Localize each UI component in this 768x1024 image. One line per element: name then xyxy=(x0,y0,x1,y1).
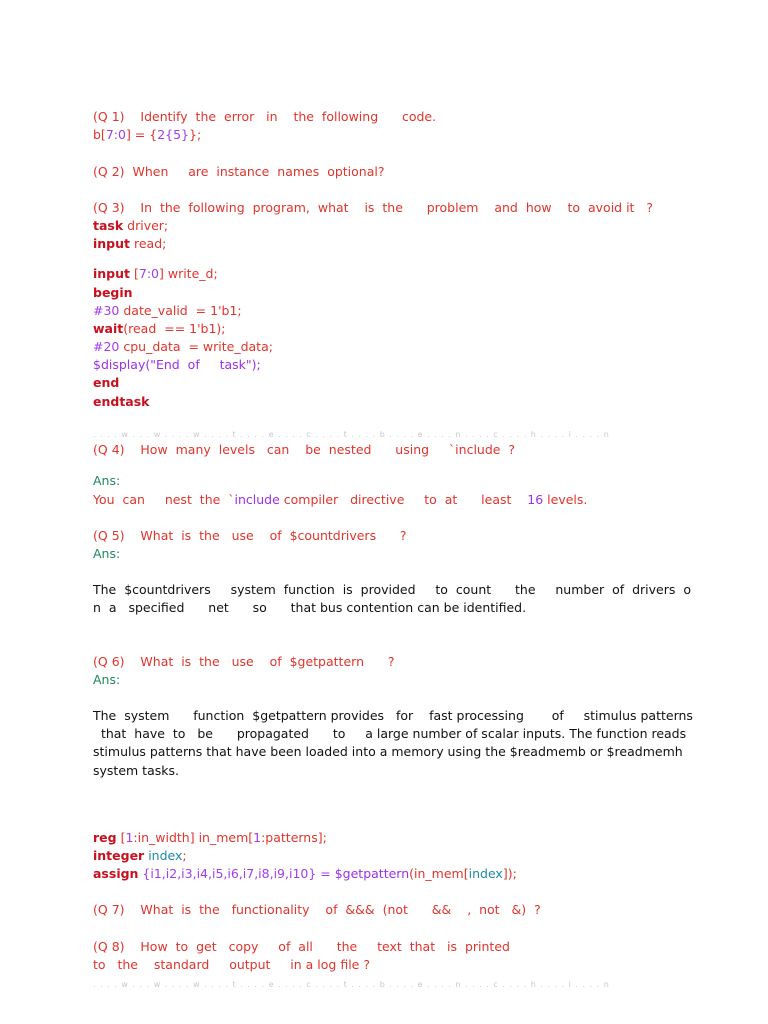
code-number: 7:0 xyxy=(105,127,126,142)
answer-4 xyxy=(93,491,587,509)
keyword: reg xyxy=(93,830,117,845)
answer-6-line-3: stimulus patterns that have been loaded into a memory using the $readmemb or $readmemh xyxy=(93,744,683,759)
question-3: (Q 3) In the following program, what is the problem and how to avoid it ? xyxy=(93,200,654,215)
keyword: begin xyxy=(93,285,133,300)
code-text: :patterns]; xyxy=(261,830,327,845)
code-text: cpu_data = write_data; xyxy=(119,339,273,354)
question-8-line-1: (Q 8) How to get copy of all the text that is printed xyxy=(93,939,510,954)
code-number: 1 xyxy=(125,830,134,845)
answer-5-line-2: n a specified net so that bus contention can be identified. xyxy=(93,600,527,615)
code-delay: #30 xyxy=(93,303,120,318)
keyword: integer xyxy=(93,848,145,863)
watermark: . . . . w . . . w . . . . w . . . . t . . . . e . . . . c . . . . t . . . . b . . . . e . . . . n . . . . c . . . . h . . . . i . . . . n xyxy=(93,430,610,439)
answer-text: You can nest the ` xyxy=(93,492,235,507)
watermark: . . . . w . . . w . . . . w . . . . t . . . . e . . . . c . . . . t . . . . b . . . . e . . . . n . . . . c . . . . h . . . . i . . . . n xyxy=(93,980,610,989)
code-number: 7:0 xyxy=(138,266,159,281)
keyword: end xyxy=(93,375,120,390)
code-text: date_valid = 1'b1; xyxy=(119,303,242,318)
code-directive: include xyxy=(234,492,280,507)
code-line-task xyxy=(93,217,168,235)
answer-text: compiler directive to at least xyxy=(279,492,528,507)
question-2: (Q 2) When are instance names optional? xyxy=(93,164,385,179)
code-text: {i1,i2,i3,i4,i5,i6,i7,i8,i9,i10} = xyxy=(138,866,335,881)
code-number: 1 xyxy=(253,830,262,845)
answer-6-line-1: The system function $getpattern provides for fast processing of stimulus patterns xyxy=(93,708,693,723)
answer-number: 16 xyxy=(527,492,544,507)
code-line-reg xyxy=(93,829,327,847)
code-text: :in_width] in_mem[ xyxy=(133,830,254,845)
question-1: (Q 1) Identify the error in the following code. xyxy=(93,109,437,124)
code-text: ; xyxy=(182,848,187,863)
code-text: ] write_d; xyxy=(159,266,218,281)
code-delay: #20 xyxy=(93,339,120,354)
code-line-endtask xyxy=(93,393,150,411)
question-7: (Q 7) What is the functionality of &&& (not && , not &) ? xyxy=(93,902,541,917)
keyword: input xyxy=(93,266,131,281)
code-line-b xyxy=(93,126,201,144)
code-line-wait xyxy=(93,320,226,338)
code-line-end xyxy=(93,374,119,392)
code-line-display: $display("End of task"); xyxy=(93,357,261,372)
code-line-integer xyxy=(93,847,187,865)
keyword: endtask xyxy=(93,394,150,409)
code-text: read; xyxy=(130,236,167,251)
code-text: b[ xyxy=(93,127,106,142)
code-number: 2{5} xyxy=(157,127,189,142)
code-variable: index xyxy=(468,866,503,881)
answer-6-line-4: system tasks. xyxy=(93,763,179,778)
code-text: }; xyxy=(189,127,202,142)
code-variable: index xyxy=(144,848,183,863)
code-text: (in_mem[ xyxy=(409,866,469,881)
code-line-date xyxy=(93,302,242,320)
code-text: driver; xyxy=(123,218,169,233)
keyword: wait xyxy=(93,321,124,336)
code-line-input-write xyxy=(93,265,218,283)
code-line-assign xyxy=(93,865,517,883)
question-6: (Q 6) What is the use of $getpattern ? xyxy=(93,654,395,669)
code-system-task: $getpattern xyxy=(334,866,410,881)
code-text: (read == 1'b1); xyxy=(123,321,226,336)
code-line-input-read xyxy=(93,235,166,253)
answer-5-line-1: The $countdrivers system function is provided to count the number of drivers o xyxy=(93,582,691,597)
code-text: ]); xyxy=(502,866,517,881)
keyword: assign xyxy=(93,866,139,881)
question-4: (Q 4) How many levels can be nested using `include ? xyxy=(93,442,516,457)
question-8-line-2: to the standard output in a log file ? xyxy=(93,957,370,972)
keyword: task xyxy=(93,218,124,233)
answer-label: Ans: xyxy=(93,473,121,488)
answer-text: levels. xyxy=(543,492,588,507)
code-line-cpu xyxy=(93,338,273,356)
answer-label: Ans: xyxy=(93,672,121,687)
question-5: (Q 5) What is the use of $countdrivers ? xyxy=(93,528,407,543)
keyword: input xyxy=(93,236,131,251)
code-text: ] = { xyxy=(125,127,158,142)
code-line-begin xyxy=(93,284,133,302)
code-text: [ xyxy=(130,266,139,281)
answer-6-line-2: that have to be propagated to a large number of scalar inputs. The function reads xyxy=(93,726,687,741)
code-text: [ xyxy=(116,830,126,845)
answer-label: Ans: xyxy=(93,546,121,561)
